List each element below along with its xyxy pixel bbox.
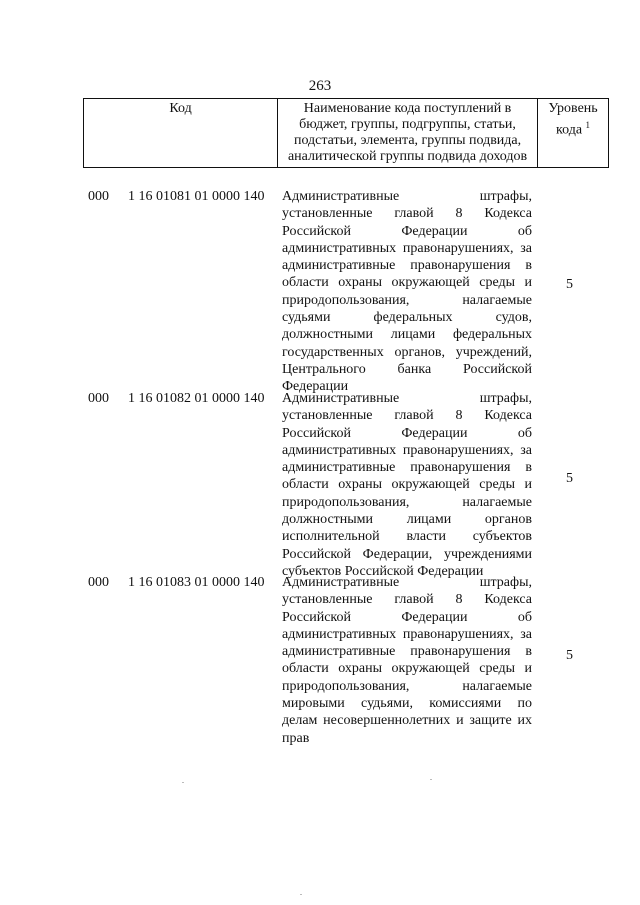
description-line: Административные штрафы, <box>282 189 532 204</box>
description-line: Административные штрафы, <box>282 575 532 590</box>
header-level-line2 <box>542 117 604 139</box>
header-level-word: кода <box>556 122 583 138</box>
description-line: Центрального банка Российской <box>282 361 532 377</box>
level-value: 5 <box>566 277 573 292</box>
description-line: административных правонарушениях, за <box>282 626 532 642</box>
description-line: судьями федеральных судов, <box>282 310 532 326</box>
revenue-code: 1 16 01081 01 0000 140 <box>128 189 265 204</box>
description-line: установленные главой 8 Кодекса <box>282 206 532 222</box>
level-value: 5 <box>566 648 573 663</box>
description-line: Российской Федерации об <box>282 425 532 441</box>
description-line: области охраны окружающей среды и <box>282 275 532 291</box>
header-name-line: подстатьи, элемента, группы подвида, <box>293 133 522 148</box>
table-header <box>83 98 609 168</box>
description-line: государственных органов, учреждений, <box>282 344 532 360</box>
revenue-code: 1 16 01083 01 0000 140 <box>128 575 265 590</box>
scan-speck <box>300 894 302 895</box>
description-line: административные правонарушения в <box>282 460 532 476</box>
description-line: административные правонарушения в <box>282 258 532 274</box>
description-line: мировыми судьями, комиссиями по <box>282 696 532 712</box>
description-line: Российской Федерации, учреждениями <box>282 546 532 562</box>
header-level-line1: Уровень <box>548 101 598 116</box>
description-line: должностными лицами органов <box>282 512 532 528</box>
footnote-marker: 1 <box>585 120 591 130</box>
revenue-code: 1 16 01082 01 0000 140 <box>128 391 265 406</box>
header-name-line: аналитической группы подвида доходов <box>287 149 528 164</box>
admin-code: 000 <box>88 189 109 204</box>
description-line: административных правонарушениях, за <box>282 240 532 256</box>
description-line: делам несовершеннолетних и защите их <box>282 713 532 729</box>
description-line: должностными лицами федеральных <box>282 327 532 343</box>
revenue-description <box>282 390 532 580</box>
admin-code: 000 <box>88 391 109 406</box>
description-line: природопользования, налагаемые <box>282 678 532 694</box>
description-line: Административные штрафы, <box>282 391 532 406</box>
description-line: Федерации <box>282 379 349 395</box>
description-line: Российской Федерации об <box>282 609 532 625</box>
description-line: области охраны окружающей среды и <box>282 661 532 677</box>
header-code: Код <box>84 99 278 168</box>
admin-code: 000 <box>88 575 109 590</box>
description-line: природопользования, налагаемые <box>282 494 532 510</box>
scan-speck <box>182 782 184 783</box>
description-line: природопользования, налагаемые <box>282 292 532 308</box>
description-line: прав <box>282 730 310 746</box>
header-name <box>278 99 538 168</box>
header-name-line: Наименование кода поступлений в <box>303 101 512 116</box>
description-line: исполнительной власти субъектов <box>282 529 532 545</box>
description-line: установленные главой 8 Кодекса <box>282 408 532 424</box>
description-line: субъектов Российской Федерации <box>282 563 484 579</box>
description-line: области охраны окружающей среды и <box>282 477 532 493</box>
level-value: 5 <box>566 471 573 486</box>
page-number: 263 <box>308 78 332 94</box>
description-line: установленные главой 8 Кодекса <box>282 592 532 608</box>
description-line: Российской Федерации об <box>282 223 532 239</box>
description-line: административные правонарушения в <box>282 644 532 660</box>
revenue-description <box>282 188 532 396</box>
header-name-line: бюджет, группы, подгруппы, статьи, <box>299 117 516 132</box>
header-level <box>538 99 609 168</box>
description-line: административных правонарушениях, за <box>282 442 532 458</box>
revenue-description <box>282 574 532 747</box>
scan-speck <box>430 779 432 780</box>
